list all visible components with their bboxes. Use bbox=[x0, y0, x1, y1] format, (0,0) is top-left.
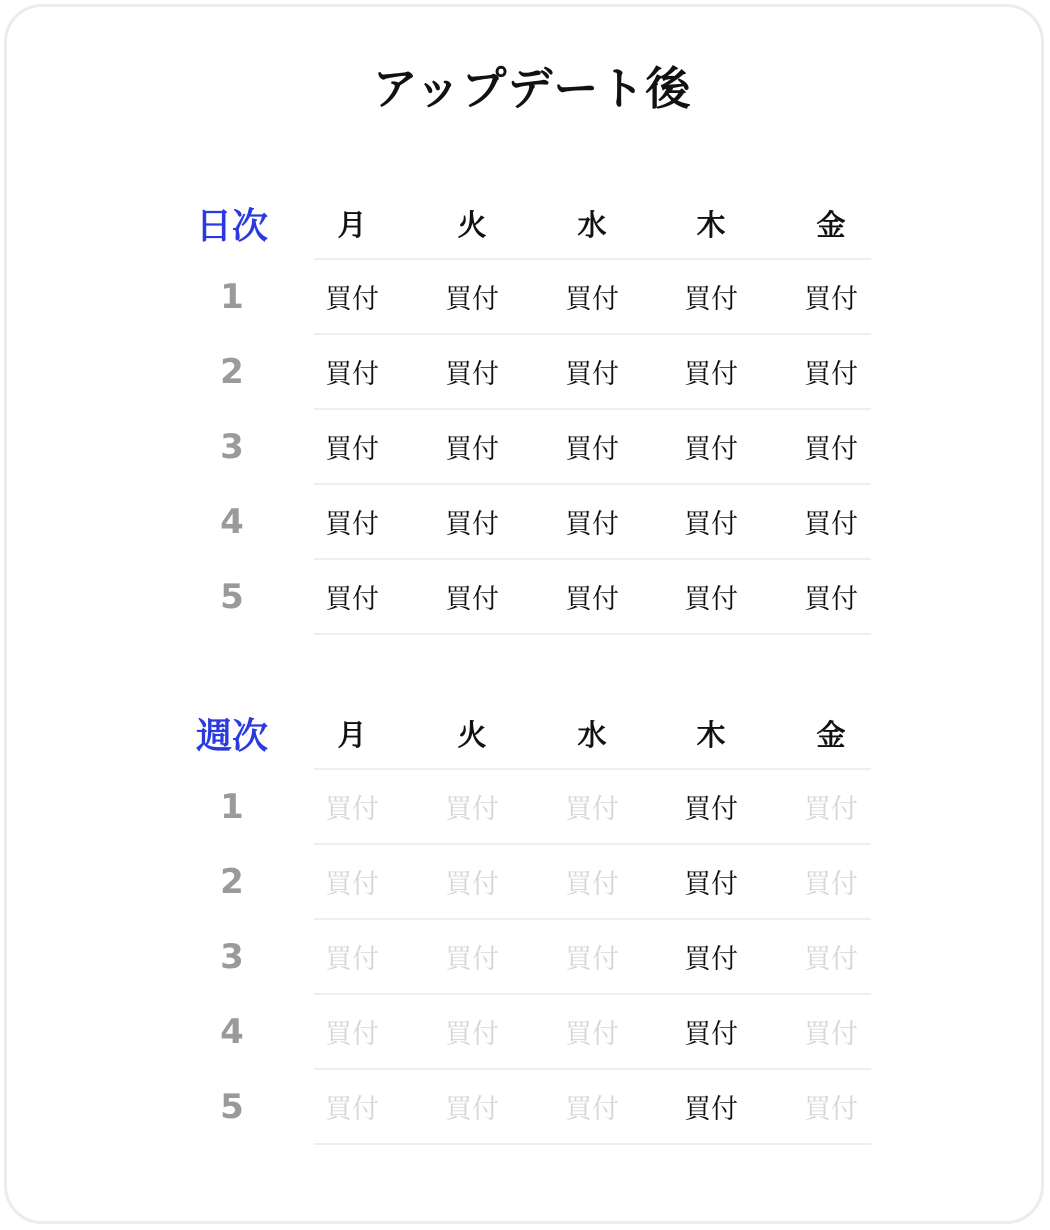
table-row bbox=[7, 334, 1050, 409]
purchase-cell-active: 買付 bbox=[684, 1019, 738, 1050]
purchase-cell-active: 買付 bbox=[684, 794, 738, 825]
row-divider bbox=[314, 1143, 871, 1145]
purchase-cell-inactive: 買付 bbox=[565, 1094, 619, 1125]
section-label: 日次 bbox=[195, 205, 268, 247]
purchase-cell-active: 買付 bbox=[804, 434, 858, 465]
purchase-cell-inactive: 買付 bbox=[565, 944, 619, 975]
section-label: 週次 bbox=[195, 715, 268, 757]
purchase-cell-active: 買付 bbox=[804, 284, 858, 315]
table-row bbox=[7, 994, 1050, 1069]
purchase-cell-active: 買付 bbox=[684, 944, 738, 975]
table-row bbox=[7, 484, 1050, 559]
day-header: 火 bbox=[457, 207, 487, 242]
purchase-cell-active: 買付 bbox=[445, 584, 499, 615]
purchase-cell-inactive: 買付 bbox=[445, 794, 499, 825]
purchase-cell-active: 買付 bbox=[325, 359, 379, 390]
table-row bbox=[7, 919, 1050, 994]
purchase-cell-active: 買付 bbox=[325, 584, 379, 615]
purchase-cell-active: 買付 bbox=[565, 284, 619, 315]
row-number: 1 bbox=[220, 786, 244, 827]
day-header: 火 bbox=[457, 717, 487, 752]
day-header: 金 bbox=[816, 207, 846, 242]
purchase-cell-inactive: 買付 bbox=[565, 869, 619, 900]
purchase-cell-active: 買付 bbox=[684, 509, 738, 540]
day-header: 金 bbox=[816, 717, 846, 752]
table-row bbox=[7, 259, 1050, 334]
row-number: 3 bbox=[220, 936, 244, 977]
purchase-cell-active: 買付 bbox=[445, 284, 499, 315]
purchase-cell-active: 買付 bbox=[804, 584, 858, 615]
purchase-cell-active: 買付 bbox=[445, 359, 499, 390]
card bbox=[4, 4, 1044, 1224]
purchase-cell-inactive: 買付 bbox=[565, 794, 619, 825]
table-row bbox=[7, 844, 1050, 919]
purchase-cell-active: 買付 bbox=[684, 284, 738, 315]
day-header: 月 bbox=[337, 717, 367, 752]
purchase-cell-active: 買付 bbox=[684, 1094, 738, 1125]
row-number: 1 bbox=[220, 276, 244, 317]
purchase-cell-active: 買付 bbox=[445, 509, 499, 540]
row-number: 4 bbox=[220, 1011, 244, 1052]
row-number: 3 bbox=[220, 426, 244, 467]
day-header: 水 bbox=[577, 717, 607, 752]
row-number: 2 bbox=[220, 861, 244, 902]
purchase-cell-inactive: 買付 bbox=[325, 1094, 379, 1125]
purchase-cell-active: 買付 bbox=[684, 869, 738, 900]
purchase-cell-inactive: 買付 bbox=[325, 944, 379, 975]
purchase-cell-inactive: 買付 bbox=[804, 1019, 858, 1050]
table-row bbox=[7, 559, 1050, 634]
purchase-cell-active: 買付 bbox=[565, 584, 619, 615]
table-row bbox=[7, 409, 1050, 484]
purchase-cell-active: 買付 bbox=[445, 434, 499, 465]
purchase-cell-inactive: 買付 bbox=[565, 1019, 619, 1050]
purchase-cell-inactive: 買付 bbox=[804, 944, 858, 975]
purchase-cell-active: 買付 bbox=[325, 434, 379, 465]
purchase-cell-inactive: 買付 bbox=[445, 1094, 499, 1125]
purchase-cell-active: 買付 bbox=[684, 584, 738, 615]
table-header-row bbox=[7, 187, 1050, 259]
row-number: 2 bbox=[220, 351, 244, 392]
purchase-cell-inactive: 買付 bbox=[445, 944, 499, 975]
purchase-cell-inactive: 買付 bbox=[804, 794, 858, 825]
purchase-cell-active: 買付 bbox=[804, 509, 858, 540]
purchase-cell-inactive: 買付 bbox=[804, 1094, 858, 1125]
day-header: 木 bbox=[696, 207, 726, 242]
purchase-cell-active: 買付 bbox=[325, 284, 379, 315]
page-title: アップデート後 bbox=[372, 62, 692, 115]
row-number: 5 bbox=[220, 1086, 244, 1127]
purchase-cell-active: 買付 bbox=[565, 434, 619, 465]
table-row bbox=[7, 1069, 1050, 1144]
day-header: 木 bbox=[696, 717, 726, 752]
purchase-cell-inactive: 買付 bbox=[445, 869, 499, 900]
purchase-cell-inactive: 買付 bbox=[325, 869, 379, 900]
purchase-cell-inactive: 買付 bbox=[804, 869, 858, 900]
purchase-cell-inactive: 買付 bbox=[325, 1019, 379, 1050]
row-divider bbox=[314, 633, 871, 635]
table-header-row bbox=[7, 697, 1050, 769]
day-header: 水 bbox=[577, 207, 607, 242]
day-header: 月 bbox=[337, 207, 367, 242]
purchase-cell-active: 買付 bbox=[684, 359, 738, 390]
purchase-cell-active: 買付 bbox=[684, 434, 738, 465]
purchase-cell-inactive: 買付 bbox=[445, 1019, 499, 1050]
row-number: 4 bbox=[220, 501, 244, 542]
row-number: 5 bbox=[220, 576, 244, 617]
purchase-cell-active: 買付 bbox=[565, 359, 619, 390]
purchase-cell-active: 買付 bbox=[804, 359, 858, 390]
purchase-cell-active: 買付 bbox=[325, 509, 379, 540]
purchase-cell-active: 買付 bbox=[565, 509, 619, 540]
purchase-cell-inactive: 買付 bbox=[325, 794, 379, 825]
table-row bbox=[7, 769, 1050, 844]
